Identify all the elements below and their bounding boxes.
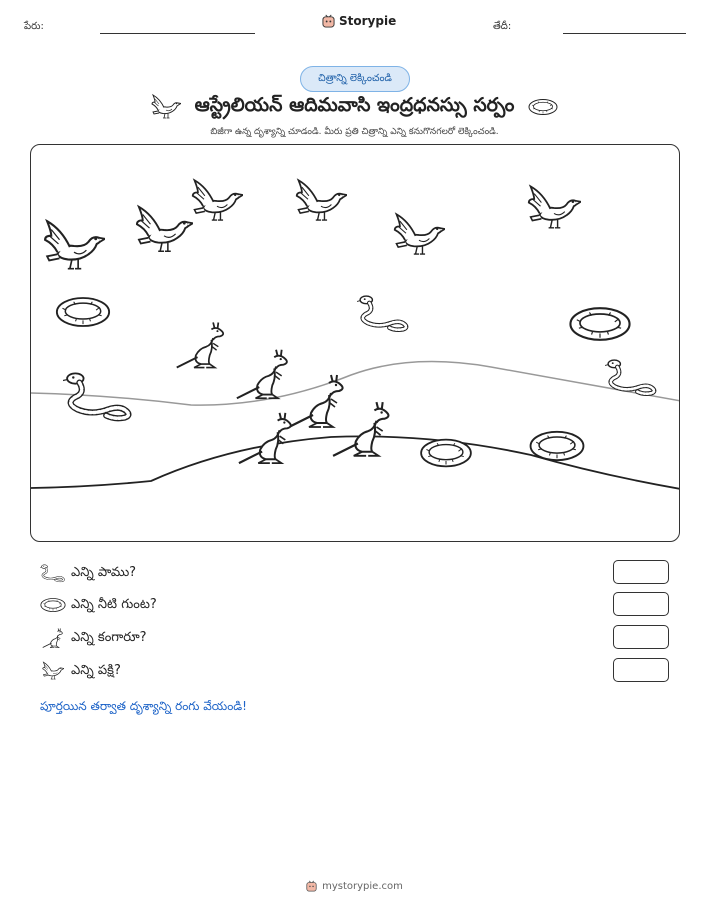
waterhole xyxy=(531,432,584,460)
worksheet-header xyxy=(0,12,709,38)
kangaroo xyxy=(237,350,287,399)
scene-illustration xyxy=(31,145,680,542)
activity-badge: చిత్రాన్ని లెక్కించండి xyxy=(300,66,410,92)
kangaroo xyxy=(333,402,388,456)
worksheet-title xyxy=(0,92,709,122)
bird xyxy=(297,180,347,220)
brand-name: Storypie xyxy=(339,14,397,28)
question-snake xyxy=(40,560,670,586)
bird-icon xyxy=(40,660,66,682)
kangaroo xyxy=(289,375,343,427)
kangaroo xyxy=(239,413,291,463)
snake xyxy=(357,296,406,330)
waterhole xyxy=(57,298,109,326)
date-label: తేదీ: xyxy=(493,21,512,32)
storypie-logo-icon xyxy=(306,880,317,892)
bird xyxy=(137,207,193,251)
question-text: ఎన్ని నీటి గుంట? xyxy=(71,597,157,612)
answer-box-snake[interactable] xyxy=(613,560,669,584)
bird xyxy=(193,180,243,220)
waterhole-icon xyxy=(40,594,66,616)
answer-box-bird[interactable] xyxy=(613,658,669,682)
name-label: పేరు: xyxy=(24,21,44,32)
storypie-logo-icon xyxy=(322,14,335,28)
kangaroo xyxy=(177,322,223,367)
counting-scene xyxy=(30,144,680,542)
footer xyxy=(0,880,709,892)
kangaroo-icon xyxy=(40,627,66,649)
title-text: ఆస్ట్రేలియన్ ఆదిమవాసి ఇంద్రధనస్సు సర్పం xyxy=(194,93,515,116)
question-waterhole xyxy=(40,592,670,618)
question-text: ఎన్ని కంగారూ? xyxy=(71,630,147,645)
bird-icon xyxy=(151,92,181,122)
waterhole xyxy=(570,308,629,340)
bird xyxy=(529,186,581,227)
question-text: ఎన్ని పక్షి? xyxy=(71,663,121,678)
answer-box-kangaroo[interactable] xyxy=(613,625,669,649)
waterhole xyxy=(421,440,471,467)
answer-box-waterhole[interactable] xyxy=(613,592,669,616)
footer-url[interactable]: mystorypie.com xyxy=(322,880,403,892)
question-kangaroo xyxy=(40,625,670,651)
snake-icon xyxy=(40,562,66,584)
question-bird xyxy=(40,658,670,684)
hill-line-back xyxy=(31,362,680,406)
bird xyxy=(395,214,445,254)
bird xyxy=(45,221,105,269)
date-line[interactable] xyxy=(563,33,686,34)
coloring-note: పూర్తయిన తర్వాత దృశ్యాన్ని రంగు వేయండి! xyxy=(40,699,247,713)
name-line[interactable] xyxy=(100,33,255,34)
waterhole-icon xyxy=(528,97,558,117)
instructions: బిజీగా ఉన్న దృశ్యాన్ని చూడండి. మీరు ప్రతి చిత్రాన్ని ఎన్ని కనుగొనగలరో లెక్కించండి. xyxy=(210,127,499,137)
storypie-brand xyxy=(322,14,396,28)
question-text: ఎన్ని పాము? xyxy=(71,565,137,580)
